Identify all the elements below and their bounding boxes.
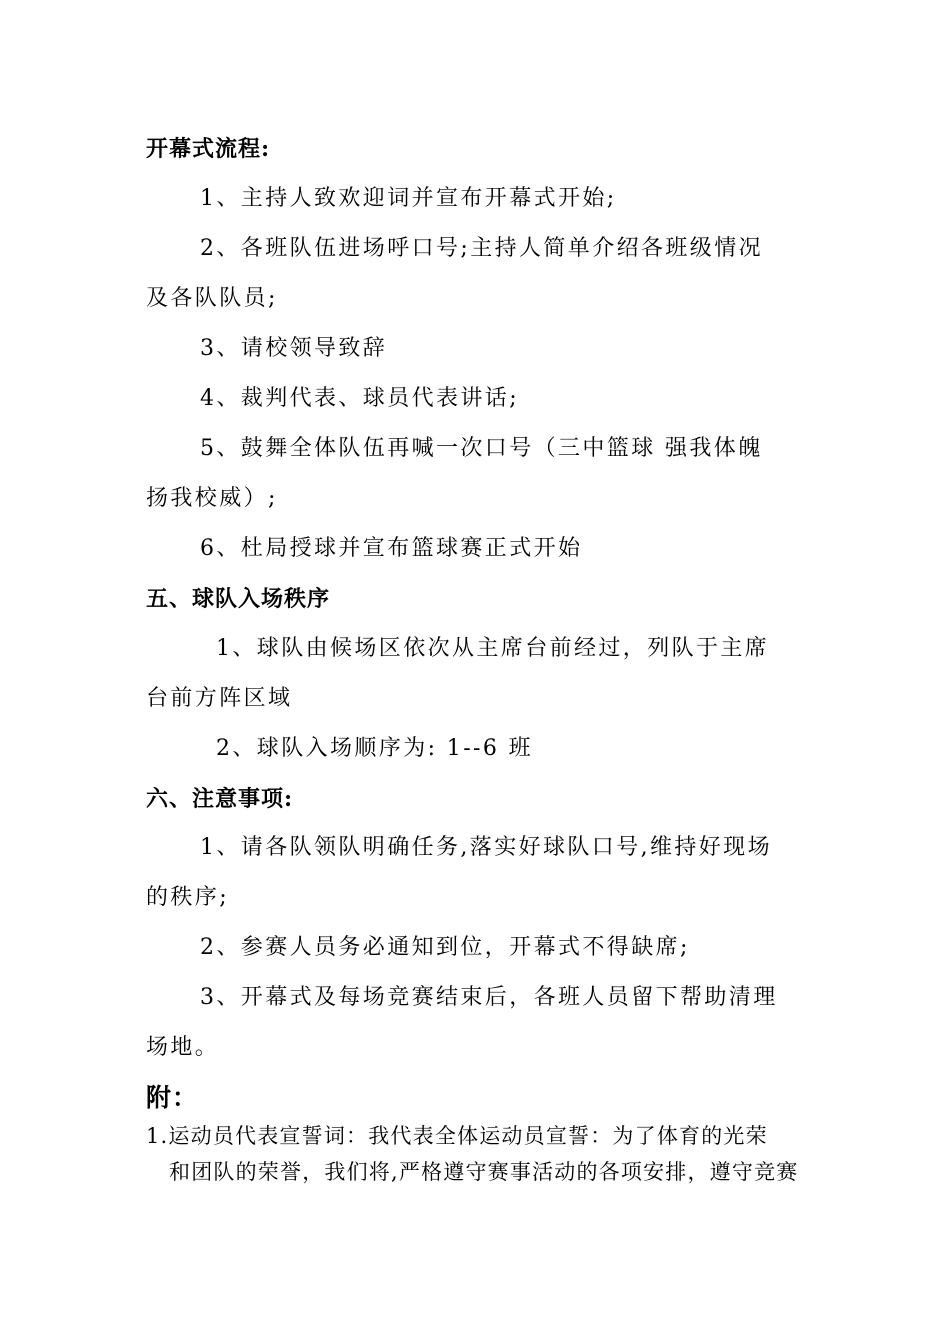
opening-step-5-continued: 扬我校威）;	[146, 486, 278, 511]
section-5-item-1-continued: 台前方阵区域	[146, 686, 293, 711]
opening-step-5: 5、鼓舞全体队伍再喊一次口号（三中篮球 强我体魄	[200, 436, 763, 461]
section-6-item-3: 3、开幕式及每场竞赛结束后，各班人员留下帮助清理	[200, 985, 778, 1010]
section-6-item-1: 1、请各队领队明确任务,落实好球队口号,维持好现场	[200, 835, 772, 860]
section-5-item-1: 1、球队由候场区依次从主席台前经过，列队于主席	[216, 636, 770, 661]
appendix-line-1: 1.运动员代表宣誓词：我代表全体运动员宣誓：为了体育的光荣	[146, 1124, 768, 1148]
appendix-title: 附：	[146, 1083, 199, 1112]
opening-step-3: 3、请校领导致辞	[200, 336, 388, 361]
section-6-item-3-continued: 场地。	[146, 1035, 220, 1060]
opening-step-1: 1、主持人致欢迎词并宣布开幕式开始;	[200, 186, 617, 211]
opening-step-2: 2、各班队伍进场呼口号;主持人简单介绍各班级情况	[200, 236, 764, 261]
opening-step-6: 6、杜局授球并宣布篮球赛正式开始	[200, 536, 583, 561]
section-5-item-2: 2、球队入场顺序为: 1--6 班	[216, 736, 534, 761]
appendix-line-2: 和团队的荣誉，我们将,严格遵守赛事活动的各项安排，遵守竞赛	[169, 1160, 799, 1184]
opening-ceremony-title: 开幕式流程:	[146, 136, 271, 162]
section-6-item-2: 2、参赛人员务必通知到位，开幕式不得缺席;	[200, 935, 690, 960]
opening-step-4: 4、裁判代表、球员代表讲话;	[200, 386, 520, 411]
section-6-title: 六、注意事项:	[146, 786, 294, 812]
section-5-title: 五、球队入场秩序	[146, 586, 331, 612]
section-6-item-1-continued: 的秩序;	[146, 885, 230, 910]
opening-step-2-continued: 及各队队员;	[146, 286, 278, 311]
